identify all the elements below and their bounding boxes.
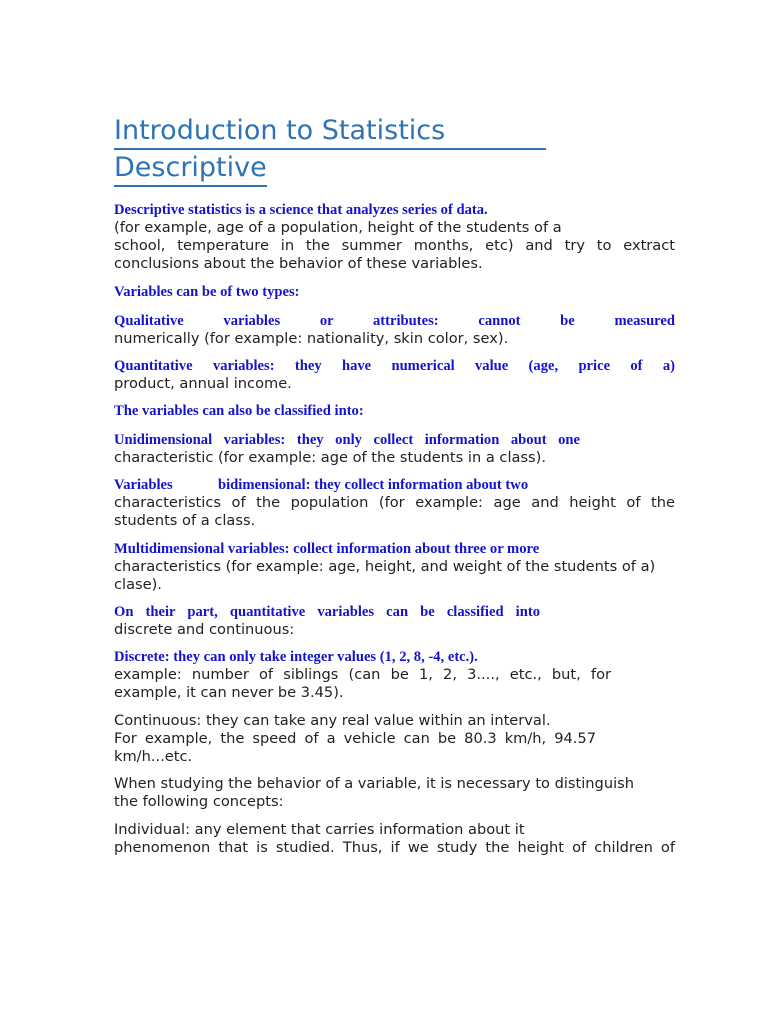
paragraph-lead: Variables bidimensional: they collect information about two [114,477,529,494]
paragraph-body: characteristic (for example: age of the students in a class). [114,449,546,467]
paragraph-continuous [114,712,675,767]
title-line-1: Introduction to Statistics [114,116,546,150]
paragraph-quantitative [114,357,675,393]
paragraph-lead: Discrete: they can only take integer values (1, 2, 8, -4, etc.). [114,649,478,666]
paragraph-quantitative-classification [114,603,675,639]
paragraph-lead: The variables can also be classified into: [114,403,364,420]
paragraph-multidimensional [114,540,675,594]
paragraph-unidimensional [114,431,675,467]
document-title [114,113,675,187]
paragraph-qualitative [114,312,675,348]
paragraph-bidimensional [114,476,675,530]
paragraph-concepts [114,775,675,811]
paragraph-classification [114,402,675,420]
paragraph-lead: Quantitative variables: they have numerical value (age, price of a) [114,357,675,374]
paragraph-lead: Descriptive statistics is a science that analyzes series of data. [114,202,488,218]
paragraph-descriptive-statistics [114,201,675,274]
paragraph-lead: Multidimensional variables: collect information about three or more [114,540,540,557]
paragraph-lead: On their part, quantitative variables can be classified into [114,604,540,621]
paragraph-body: When studying the behavior of a variable, it is necessary to distinguish the following concepts: [114,775,634,811]
paragraph-body: numerically (for example: nationality, skin color, sex). [114,329,509,347]
paragraph-body: (for example, age of a population, height of the students of a school, temperature in the summer months, etc) and try to extract conclusions about the behavior of these variables. [114,219,675,273]
paragraph-body: characteristics of the population (for example: age and height of the students of a class. [114,494,675,530]
document-page [114,113,675,866]
paragraph-discrete [114,648,675,702]
paragraph-lead: Variables can be of two types: [114,283,300,300]
paragraph-body: example: number of siblings (can be 1, 2, 3...., etc., but, for example, it can never be 3.45). [114,666,611,702]
title-line-2: Descriptive [114,153,267,187]
paragraph-body: Continuous: they can take any real value within an interval. For example, the speed of a vehicle can be 80.3 km/h, 94.57 km/h...etc. [114,711,596,766]
paragraph-individual [114,821,675,857]
paragraph-body: discrete and continuous: [114,621,295,639]
paragraph-lead: Qualitative variables or attributes: cannot be measured [114,312,675,329]
paragraph-variable-types [114,283,675,301]
paragraph-body: Individual: any element that carries information about it phenomenon that is studied. Thus, if we study the height of children of [114,820,675,856]
paragraph-body: characteristics (for example: age, height, and weight of the students of a) clase). [114,557,656,593]
paragraph-body: product, annual income. [114,374,292,392]
paragraph-lead: Unidimensional variables: they only collect information about one [114,432,580,449]
